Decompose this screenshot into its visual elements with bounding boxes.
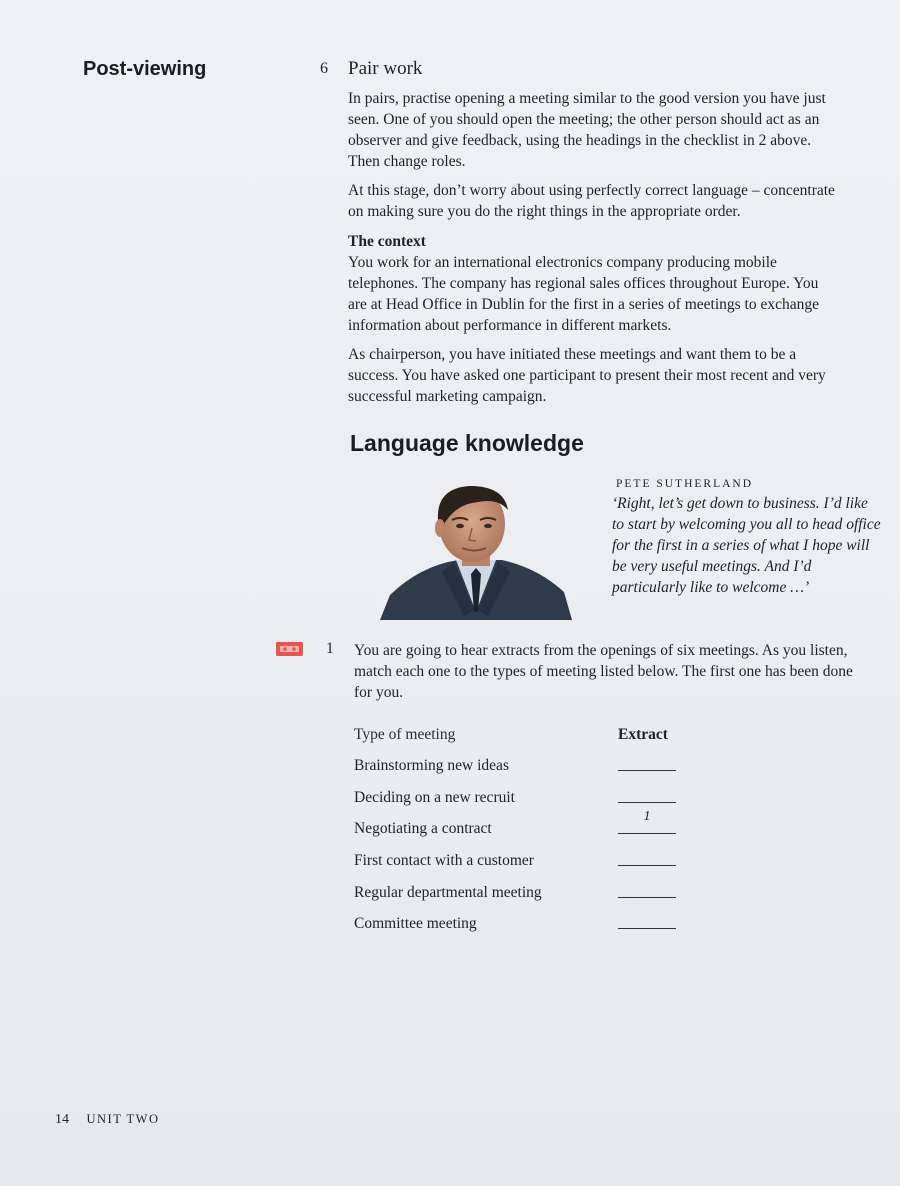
meeting-type: Deciding on a new recruit xyxy=(354,788,515,806)
table-row xyxy=(354,807,694,839)
speaker-quote xyxy=(612,478,882,598)
meeting-type: Brainstorming new ideas xyxy=(354,757,509,775)
exercise-1 xyxy=(326,640,856,703)
exercise-number: 1 xyxy=(326,640,334,657)
answer-blank[interactable] xyxy=(618,904,676,929)
context-paragraph: As chairperson, you have initiated these meetings and want them to be a success. You have asked one participant to present their most recent and very successful marketing campaign. xyxy=(348,346,826,405)
speaker-photo xyxy=(380,480,572,620)
quote-text: ‘Right, let’s get down to business. I’d like to start by welcoming you all to head office for the first in a series of what I hope will be very useful meetings. And I’d particularly like to welcome …’ xyxy=(612,495,881,596)
column-header-extract: Extract xyxy=(618,725,668,743)
context-heading: The context xyxy=(348,233,426,250)
meeting-type: Regular departmental meeting xyxy=(354,883,542,901)
instruction-paragraph: In pairs, practise opening a meeting similar to the good version you have just seen. One of you should open the meeting; the other person should act as an observer and give feedback, using the headings in the checklist in 2 above. Then change roles. xyxy=(348,90,826,170)
answer-blank[interactable] xyxy=(618,746,676,771)
meeting-type: Committee meeting xyxy=(354,915,477,933)
answer-blank[interactable] xyxy=(618,841,676,866)
page-number: 14 xyxy=(55,1112,69,1127)
unit-label: UNIT TWO xyxy=(86,1112,160,1126)
instruction-paragraph: At this stage, don’t worry about using perfectly correct language – concentrate on making sure you do the right things in the appropriate order. xyxy=(348,182,835,220)
context-paragraph: You work for an international electronics company producing mobile telephones. The company has regional sales offices throughout Europe. You are at Head Office in Dublin for the first in a series of meetings to exchange information about performance in different markets. xyxy=(348,254,820,334)
cassette-icon xyxy=(276,642,303,656)
answer-blank[interactable]: 1 xyxy=(618,809,676,834)
section-heading-language-knowledge: Language knowledge xyxy=(350,430,584,456)
exercise-title: Pair work xyxy=(348,58,423,79)
page-footer xyxy=(55,1112,160,1128)
table-row xyxy=(354,870,694,902)
table-row xyxy=(354,744,694,776)
meeting-type: First contact with a customer xyxy=(354,851,534,869)
column-header-type: Type of meeting xyxy=(354,725,456,743)
table-header xyxy=(354,712,694,744)
table-row xyxy=(354,902,694,934)
answer-blank[interactable] xyxy=(618,778,676,803)
speaker-name: PETE SUTHERLAND xyxy=(616,478,754,490)
section-heading-post-viewing: Post-viewing xyxy=(83,58,207,80)
exercise-6 xyxy=(320,58,840,415)
table-row xyxy=(354,838,694,870)
exercise-number: 6 xyxy=(320,60,328,77)
exercise-instructions: You are going to hear extracts from the openings of six meetings. As you listen, match each one to the types of meeting listed below. The first one has been done for you. xyxy=(354,642,853,701)
matching-table xyxy=(354,712,694,933)
meeting-type: Negotiating a contract xyxy=(354,820,492,838)
answer-blank[interactable] xyxy=(618,873,676,898)
table-row xyxy=(354,775,694,807)
